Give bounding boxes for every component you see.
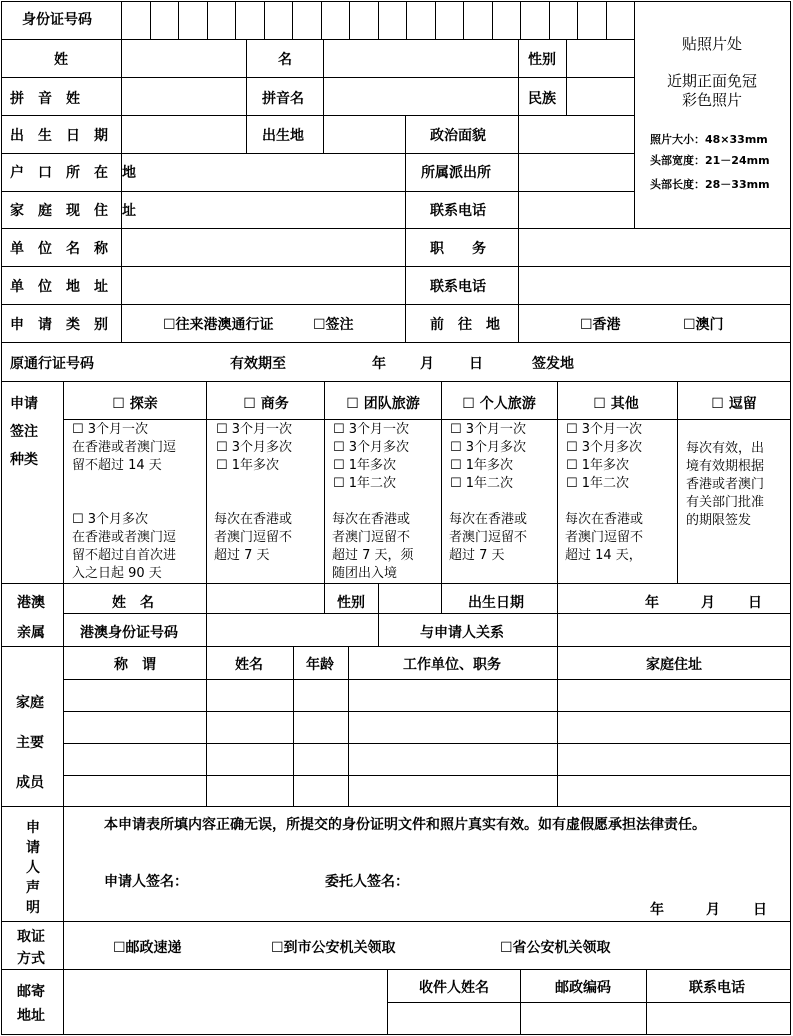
declaration-text: 本申请表所填内容正确无误，所提交的身份证明文件和照片真实有效。如有虚假愿承担法律责任。 bbox=[104, 817, 706, 833]
id-number-label: 身份证号码 bbox=[22, 12, 92, 28]
declaration-year: 年 bbox=[650, 902, 664, 918]
macau-checkbox[interactable]: ☐澳门 bbox=[683, 317, 724, 333]
employer-name-label: 单 位 名 称 bbox=[10, 241, 108, 257]
prev-permit-issued-label: 签发地 bbox=[532, 356, 574, 372]
postcode-label: 邮政编码 bbox=[555, 980, 611, 996]
photo-line2: 彩色照片 bbox=[681, 91, 743, 109]
visa-family-options: ☐ 3个月一次 在香港或者澳门逗 留不超过 14 天 bbox=[72, 422, 177, 473]
family-label: 家庭 主要 成员 bbox=[16, 695, 44, 791]
family-header-age: 年龄 bbox=[306, 657, 334, 673]
visa-header-other[interactable]: ☐ 其他 bbox=[593, 396, 639, 412]
visa-individual-options: ☐ 3个月一次 ☐ 3个月多次 ☐ 1年多次 ☐ 1年二次 bbox=[450, 422, 527, 491]
photo-line1: 近期正面免冠 bbox=[666, 72, 758, 90]
prev-permit-day: 日 bbox=[469, 356, 483, 372]
ethnicity-label: 民族 bbox=[528, 91, 556, 107]
hukou-label: 户 口 所 在 地 bbox=[10, 165, 136, 181]
family-header-name: 姓名 bbox=[235, 657, 263, 673]
photo-spec-length: 头部长度：28－33mm bbox=[650, 178, 770, 191]
relative-name-label: 姓 名 bbox=[112, 595, 154, 611]
permit-checkbox[interactable]: ☐往来港澳通行证 bbox=[163, 317, 274, 333]
visa-family-multi: ☐ 3个月多次 在香港或者澳门逗 留不超过自首次进 入之日起 90 天 bbox=[72, 512, 177, 581]
endorsement-checkbox[interactable]: ☐签注 bbox=[313, 317, 354, 333]
visa-other-options: ☐ 3个月一次 ☐ 3个月多次 ☐ 1年多次 ☐ 1年二次 bbox=[566, 422, 643, 491]
prev-permit-number-label: 原通行证号码 bbox=[10, 356, 94, 372]
police-station-label: 所属派出所 bbox=[421, 165, 491, 181]
relative-birth-year: 年 bbox=[645, 595, 659, 611]
visa-header-business[interactable]: ☐ 商务 bbox=[243, 396, 289, 412]
mailing-label-1: 邮寄 bbox=[17, 984, 45, 1000]
visa-header-family[interactable]: ☐ 探亲 bbox=[112, 396, 158, 412]
pinyin-given-label: 拼音名 bbox=[262, 91, 304, 107]
relative-birth-month: 月 bbox=[701, 595, 715, 611]
contact-phone-1-label: 联系电话 bbox=[430, 203, 486, 219]
visa-type-label: 申请 签注 种类 bbox=[10, 396, 38, 468]
given-name-label: 名 bbox=[278, 52, 292, 68]
visa-individual-note: 每次在香港或 者澳门逗留不 超过 7 天 bbox=[449, 512, 528, 563]
visa-header-individual[interactable]: ☐ 个人旅游 bbox=[462, 396, 536, 412]
position-label: 职 务 bbox=[430, 241, 486, 257]
visa-stay-note: 每次有效，出 境有效期根据 香港或者澳门 有关部门批准 的期限签发 bbox=[686, 441, 765, 528]
relative-relation-label: 与申请人关系 bbox=[420, 625, 504, 641]
pickup-label-1: 取证 bbox=[17, 929, 45, 945]
surname-label: 姓 bbox=[54, 52, 68, 68]
applicant-signature-label: 申请人签名： bbox=[104, 874, 188, 890]
photo-spec-width: 头部宽度：21－24mm bbox=[650, 154, 770, 167]
visa-business-options: ☐ 3个月一次 ☐ 3个月多次 ☐ 1年多次 bbox=[216, 422, 293, 473]
pinyin-surname-label: 拼 音 姓 bbox=[10, 91, 80, 107]
political-status-label: 政治面貌 bbox=[430, 128, 486, 144]
family-header-work: 工作单位、职务 bbox=[403, 657, 501, 673]
prev-permit-year: 年 bbox=[372, 356, 386, 372]
visa-header-stay[interactable]: ☐ 逗留 bbox=[711, 396, 757, 412]
hongkong-checkbox[interactable]: ☐香港 bbox=[580, 317, 621, 333]
declaration-day: 日 bbox=[753, 902, 767, 918]
agent-signature-label: 委托人签名： bbox=[325, 874, 409, 890]
photo-spec-size: 照片大小：48×33mm bbox=[650, 133, 768, 146]
mailing-label-2: 地址 bbox=[17, 1008, 45, 1024]
relative-birth-day: 日 bbox=[748, 595, 762, 611]
birth-date-label: 出 生 日 期 bbox=[10, 128, 108, 144]
recipient-name-label: 收件人姓名 bbox=[419, 980, 489, 996]
relatives-label-1: 港澳 bbox=[17, 595, 45, 611]
prev-permit-month: 月 bbox=[420, 356, 434, 372]
relative-hkid-label: 港澳身份证号码 bbox=[80, 625, 178, 641]
relative-birth-label: 出生日期 bbox=[468, 595, 524, 611]
pickup-city-checkbox[interactable]: ☐到市公安机关领取 bbox=[271, 940, 396, 956]
declaration-month: 月 bbox=[706, 902, 720, 918]
gender-label: 性别 bbox=[528, 52, 556, 68]
relatives-label-2: 亲属 bbox=[17, 625, 45, 641]
mailing-phone-label: 联系电话 bbox=[689, 980, 745, 996]
relative-gender-label: 性别 bbox=[337, 595, 365, 611]
visa-group-options: ☐ 3个月一次 ☐ 3个月多次 ☐ 1年多次 ☐ 1年二次 bbox=[333, 422, 410, 491]
pickup-express-checkbox[interactable]: ☐邮政速递 bbox=[113, 940, 182, 956]
visa-other-note: 每次在香港或 者澳门逗留不 超过 14 天， bbox=[565, 512, 644, 563]
employer-address-label: 单 位 地 址 bbox=[10, 279, 108, 295]
birthplace-label: 出生地 bbox=[262, 128, 304, 144]
visa-group-note: 每次在香港或 者澳门逗留不 超过 7 天，须 随团出入境 bbox=[332, 512, 414, 581]
visa-header-group[interactable]: ☐ 团队旅游 bbox=[346, 396, 420, 412]
family-header-address: 家庭住址 bbox=[646, 657, 702, 673]
family-header-title: 称 谓 bbox=[114, 657, 156, 673]
destination-label: 前 往 地 bbox=[430, 317, 500, 333]
photo-title: 贴照片处 bbox=[681, 35, 743, 53]
pickup-label-2: 方式 bbox=[17, 951, 45, 967]
contact-phone-2-label: 联系电话 bbox=[430, 279, 486, 295]
apply-type-label: 申 请 类 别 bbox=[10, 317, 108, 333]
declaration-label: 申 请 人 声 明 bbox=[26, 820, 40, 916]
home-address-label: 家 庭 现 住 址 bbox=[10, 203, 136, 219]
prev-permit-valid-label: 有效期至 bbox=[230, 356, 286, 372]
pickup-province-checkbox[interactable]: ☐省公安机关领取 bbox=[500, 940, 611, 956]
visa-business-note: 每次在香港或 者澳门逗留不 超过 7 天 bbox=[214, 512, 293, 563]
